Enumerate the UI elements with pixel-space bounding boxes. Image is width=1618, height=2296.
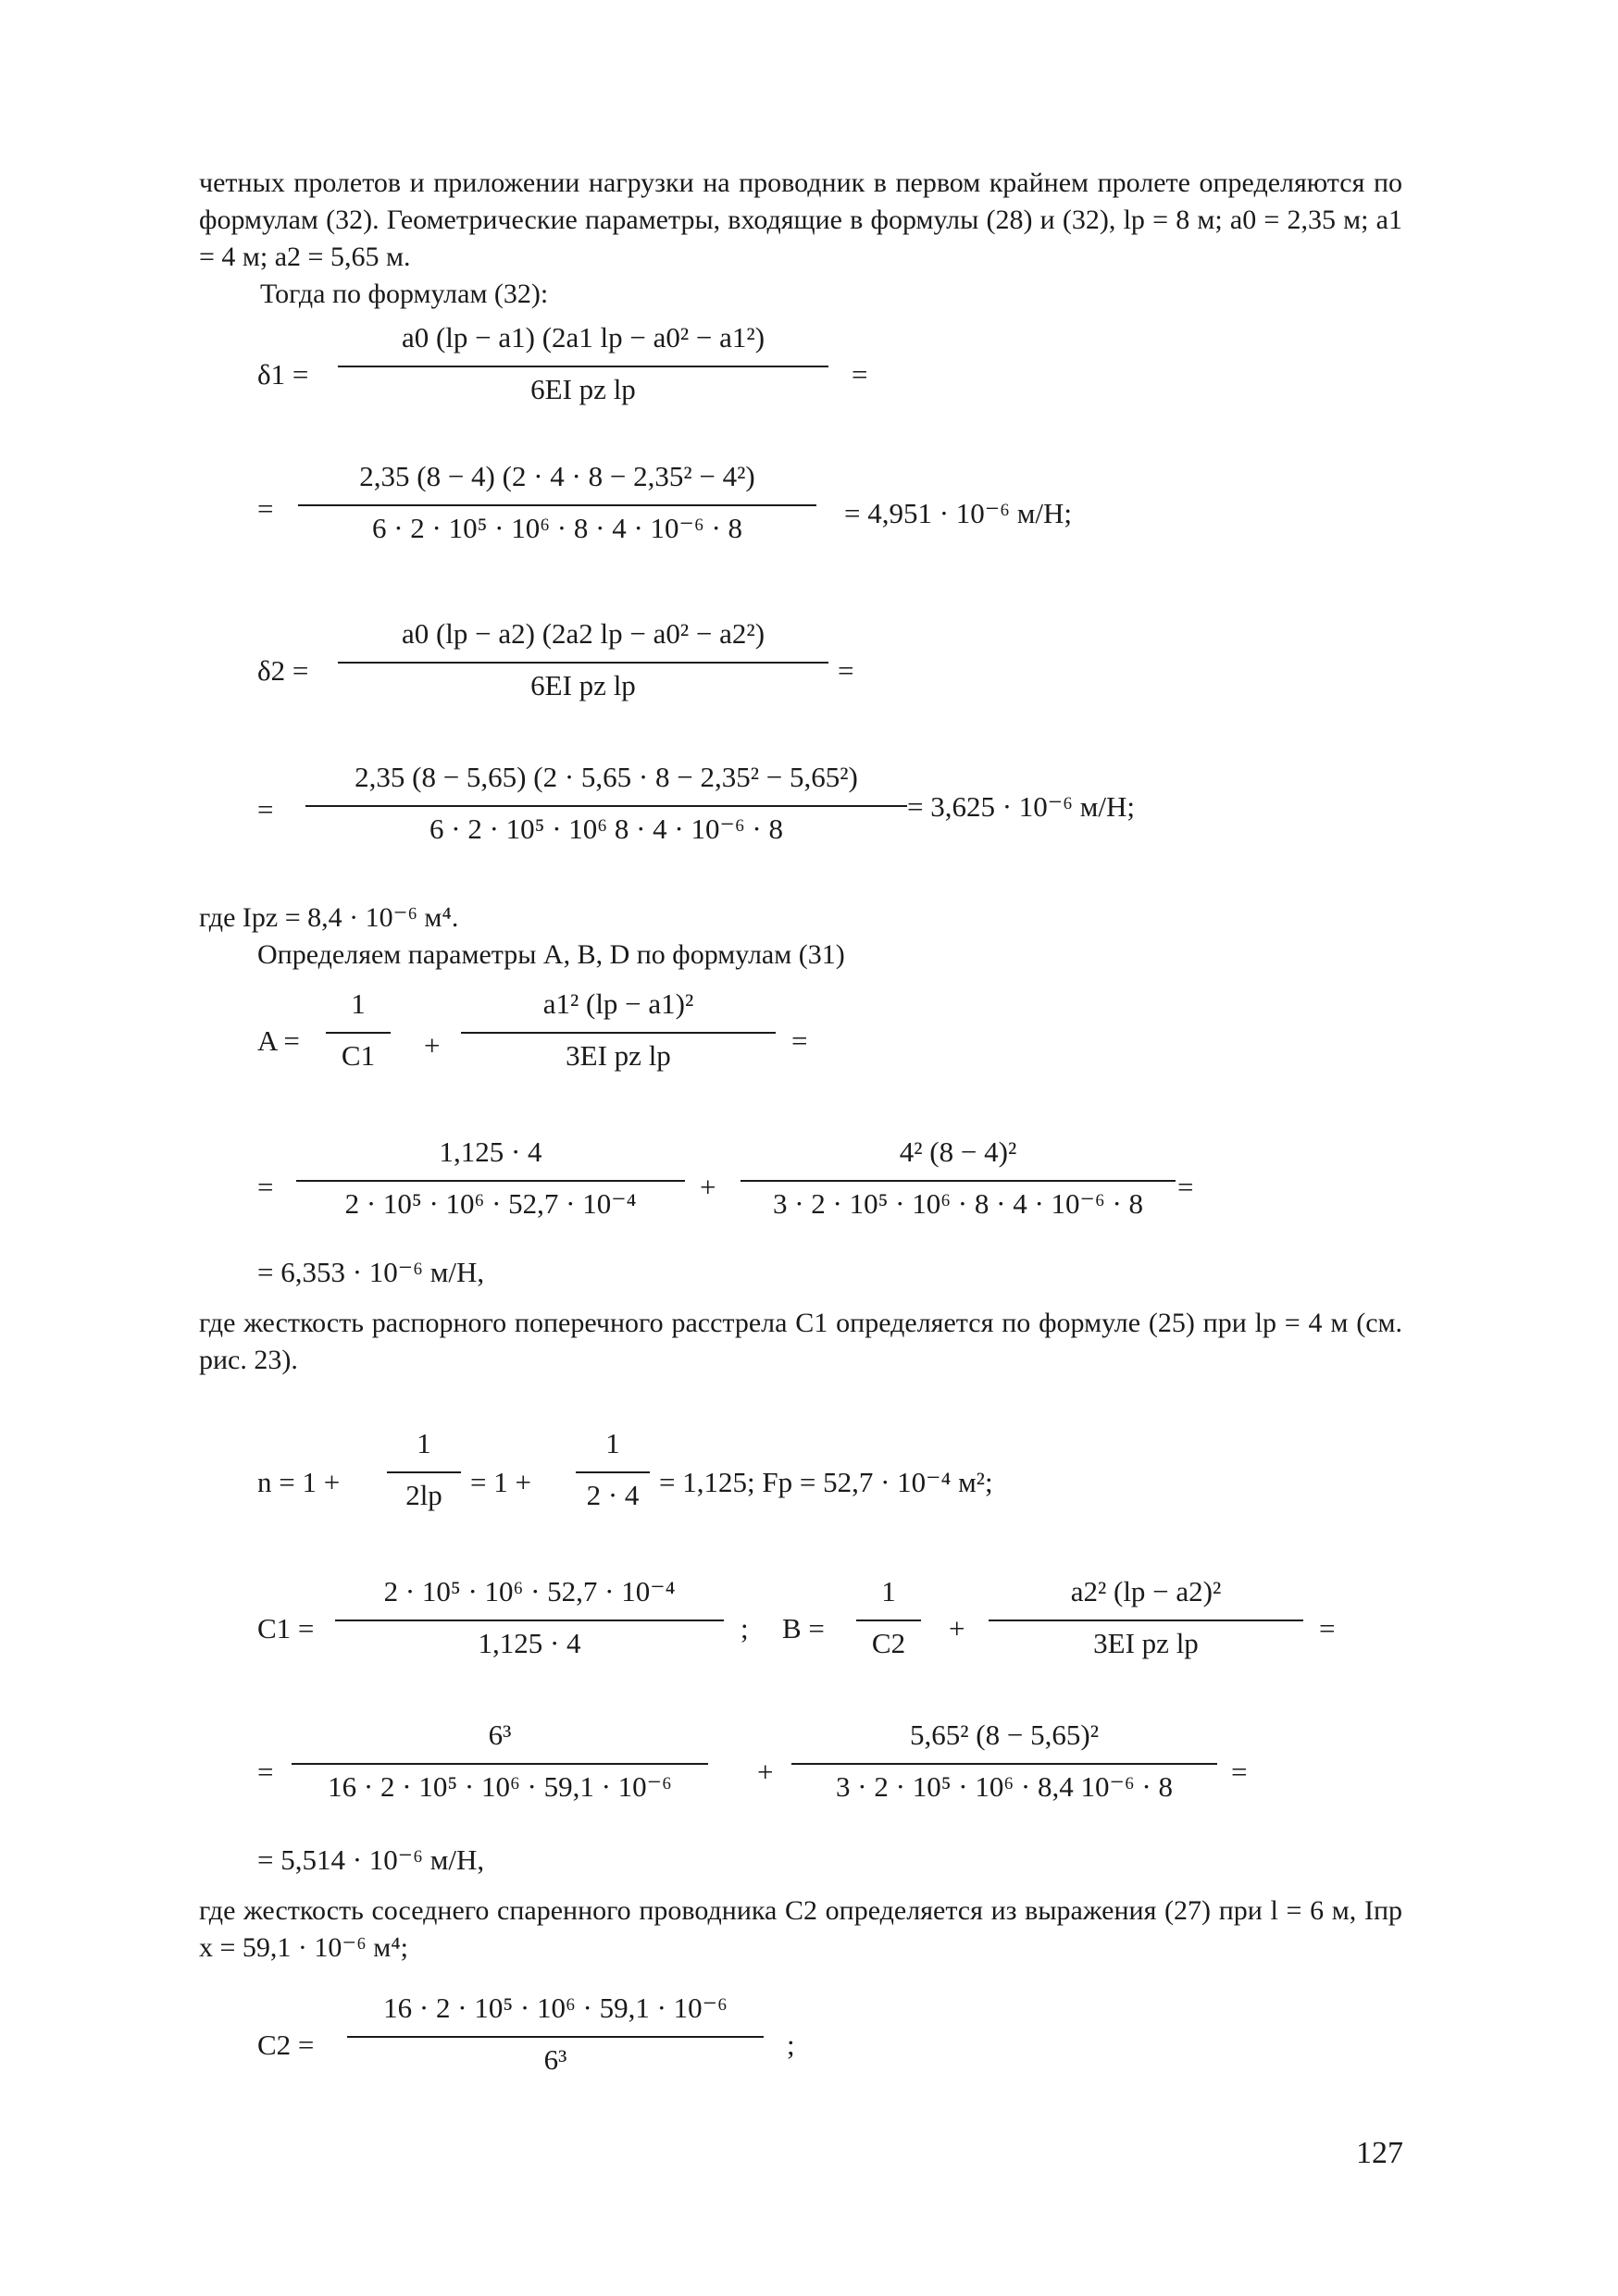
A-eq: = <box>791 1024 808 1057</box>
A-lhs: A = <box>257 1024 300 1057</box>
C1-fraction <box>335 1573 724 1675</box>
fraction-bar <box>856 1620 921 1621</box>
where-ipz: где Iрz = 8,4 · 10⁻⁶ м⁴. <box>199 902 459 933</box>
fraction-bar <box>741 1180 1176 1182</box>
then-line: Тогда по формулам (32): <box>260 279 549 309</box>
fraction-bar <box>791 1763 1217 1765</box>
intro-paragraph: четных пролетов и приложении нагрузки на проводник в первом крайнем пролете определяются по формулам (32). Геометрические параметры, входящие в формулы (28) и (32), lр = 8 м; a0 = 2,35 м; a1 = 4 м; a2 = 5,65 м. <box>199 168 1402 272</box>
C2-lhs: C2 = <box>257 2029 315 2061</box>
B-result: = 5,514 · 10⁻⁶ м/Н, <box>257 1843 485 1876</box>
C2-num: 16 · 2 · 10⁵ · 10⁶ · 59,1 · 10⁻⁶ <box>383 1992 728 2024</box>
n-f1-den: 2lр <box>405 1479 442 1511</box>
B-plus: + <box>949 1612 965 1644</box>
fraction-bar <box>347 2036 764 2038</box>
delta2-result: = 3,625 · 10⁻⁶ м/Н; <box>907 790 1135 823</box>
A-numeric-plus: + <box>700 1171 716 1203</box>
A-term2-numerator: a1² (lр − a1)² <box>542 987 694 1020</box>
A-numeric-d2: 3 · 2 · 10⁵ · 10⁶ · 8 · 4 · 10⁻⁶ · 8 <box>772 1187 1144 1220</box>
B-lhs: B = <box>782 1612 825 1644</box>
A-eq2: = <box>257 1171 274 1203</box>
B-numeric-n2: 5,65² (8 − 5,65)² <box>910 1719 1099 1751</box>
B-term2 <box>989 1573 1303 1675</box>
A-numeric-term1 <box>296 1134 685 1235</box>
delta2-eq2: = <box>257 793 274 825</box>
delta2-numerator: a0 (lр − a2) (2a2 lр − a0² − a2²) <box>401 617 765 650</box>
A-numeric-n2: 4² (8 − 4)² <box>899 1136 1017 1168</box>
n-fraction1 <box>387 1425 461 1527</box>
A-term2-denominator: 3EI pz lр <box>566 1039 671 1072</box>
A-term1-numerator: 1 <box>351 987 366 1020</box>
fraction-bar <box>461 1032 776 1034</box>
delta1-numeric-denominator: 6 · 2 · 10⁵ · 10⁶ · 8 · 4 · 10⁻⁶ · 8 <box>371 512 743 544</box>
delta2-eq: = <box>838 654 854 687</box>
delta2-fraction <box>338 615 828 717</box>
delta2-lhs: δ2 = <box>257 654 309 687</box>
B-eq: = <box>1319 1612 1336 1644</box>
page-number: 127 <box>1356 2136 1403 2170</box>
B-numeric-eq: = <box>1231 1756 1248 1788</box>
delta1-denominator: 6EI pz lр <box>530 373 636 405</box>
n-mid: = 1 + <box>470 1466 531 1498</box>
A-numeric-eq: = <box>1177 1171 1194 1203</box>
C2-tail: ; <box>787 2029 795 2061</box>
A-plus: + <box>424 1029 441 1061</box>
C2-fraction <box>347 1990 764 2091</box>
fraction-bar <box>298 504 816 506</box>
delta1-eq2: = <box>257 492 274 525</box>
C1-lhs: C1 = <box>257 1612 315 1644</box>
delta1-lhs: δ1 = <box>257 358 309 391</box>
B-numeric-d1: 16 · 2 · 10⁵ · 10⁶ · 59,1 · 10⁻⁶ <box>328 1770 672 1803</box>
fraction-bar <box>338 662 828 664</box>
B-eq2: = <box>257 1756 274 1788</box>
B-numeric-d2: 3 · 2 · 10⁵ · 10⁶ · 8,4 10⁻⁶ · 8 <box>836 1770 1173 1803</box>
params-line: Определяем параметры A, B, D по формулам (31) <box>257 939 845 970</box>
n-fraction2 <box>576 1425 650 1527</box>
n-f2-num: 1 <box>605 1427 620 1459</box>
delta1-numeric-fraction <box>298 458 816 560</box>
delta1-numeric-numerator: 2,35 (8 − 4) (2 · 4 · 8 − 2,35² − 4²) <box>359 460 755 492</box>
B-numeric-plus: + <box>757 1756 774 1788</box>
B-numeric-n1: 6³ <box>488 1719 512 1751</box>
fraction-bar <box>387 1471 461 1473</box>
A-numeric-n1: 1,125 · 4 <box>439 1136 542 1168</box>
B-t1-den: C2 <box>871 1627 906 1659</box>
B-t2-num: a2² (lр − a2)² <box>1070 1575 1222 1607</box>
fraction-bar <box>296 1180 685 1182</box>
fraction-bar <box>326 1032 391 1034</box>
delta2-numeric-numerator: 2,35 (8 − 5,65) (2 · 5,65 · 8 − 2,35² − 5,65²) <box>355 761 858 793</box>
n-tail: = 1,125; Fр = 52,7 · 10⁻⁴ м²; <box>659 1466 993 1498</box>
fraction-bar <box>989 1620 1303 1621</box>
delta2-denominator: 6EI pz lр <box>530 669 636 701</box>
A-numeric-d1: 2 · 10⁵ · 10⁶ · 52,7 · 10⁻⁴ <box>344 1187 637 1220</box>
A-term1-fraction <box>326 986 391 1087</box>
B-t1-num: 1 <box>881 1575 896 1607</box>
B-t2-den: 3EI pz lр <box>1093 1627 1199 1659</box>
fraction-bar <box>305 805 907 807</box>
where-c2: где жесткость соседнего спаренного проводника C2 определяется из выражения (27) при l = 6 м, Iпр x = 59,1 · 10⁻⁶ м⁴; <box>199 1895 1402 1963</box>
delta1-result: = 4,951 · 10⁻⁶ м/Н; <box>844 497 1072 529</box>
C1-den: 1,125 · 4 <box>478 1627 581 1659</box>
n-f1-num: 1 <box>417 1427 431 1459</box>
delta1-eq: = <box>852 358 868 391</box>
A-result: = 6,353 · 10⁻⁶ м/Н, <box>257 1256 485 1288</box>
B-numeric-term2 <box>791 1717 1217 1818</box>
delta2-numeric-fraction <box>305 759 907 861</box>
delta1-fraction <box>338 319 828 421</box>
A-numeric-term2 <box>741 1134 1176 1235</box>
fraction-bar <box>292 1763 708 1765</box>
fraction-bar <box>335 1620 724 1621</box>
fraction-bar <box>338 366 828 367</box>
C2-den: 6³ <box>543 2043 567 2076</box>
A-term2-fraction <box>461 986 776 1087</box>
where-c1: где жесткость распорного поперечного расстрела C1 определяется по формуле (25) при lр = 4 м (см. рис. 23). <box>199 1308 1402 1375</box>
delta2-numeric-denominator: 6 · 2 · 10⁵ · 10⁶ 8 · 4 · 10⁻⁶ · 8 <box>429 813 783 845</box>
C1-num: 2 · 10⁵ · 10⁶ · 52,7 · 10⁻⁴ <box>383 1575 676 1607</box>
n-f2-den: 2 · 4 <box>586 1479 640 1511</box>
C1-sep: ; <box>741 1612 749 1644</box>
fraction-bar <box>576 1471 650 1473</box>
B-term1 <box>856 1573 921 1675</box>
A-term1-denominator: C1 <box>341 1039 376 1072</box>
delta1-numerator: a0 (lр − a1) (2a1 lр − a0² − a1²) <box>401 321 765 354</box>
B-numeric-term1 <box>292 1717 708 1818</box>
n-lhs: n = 1 + <box>257 1466 341 1498</box>
